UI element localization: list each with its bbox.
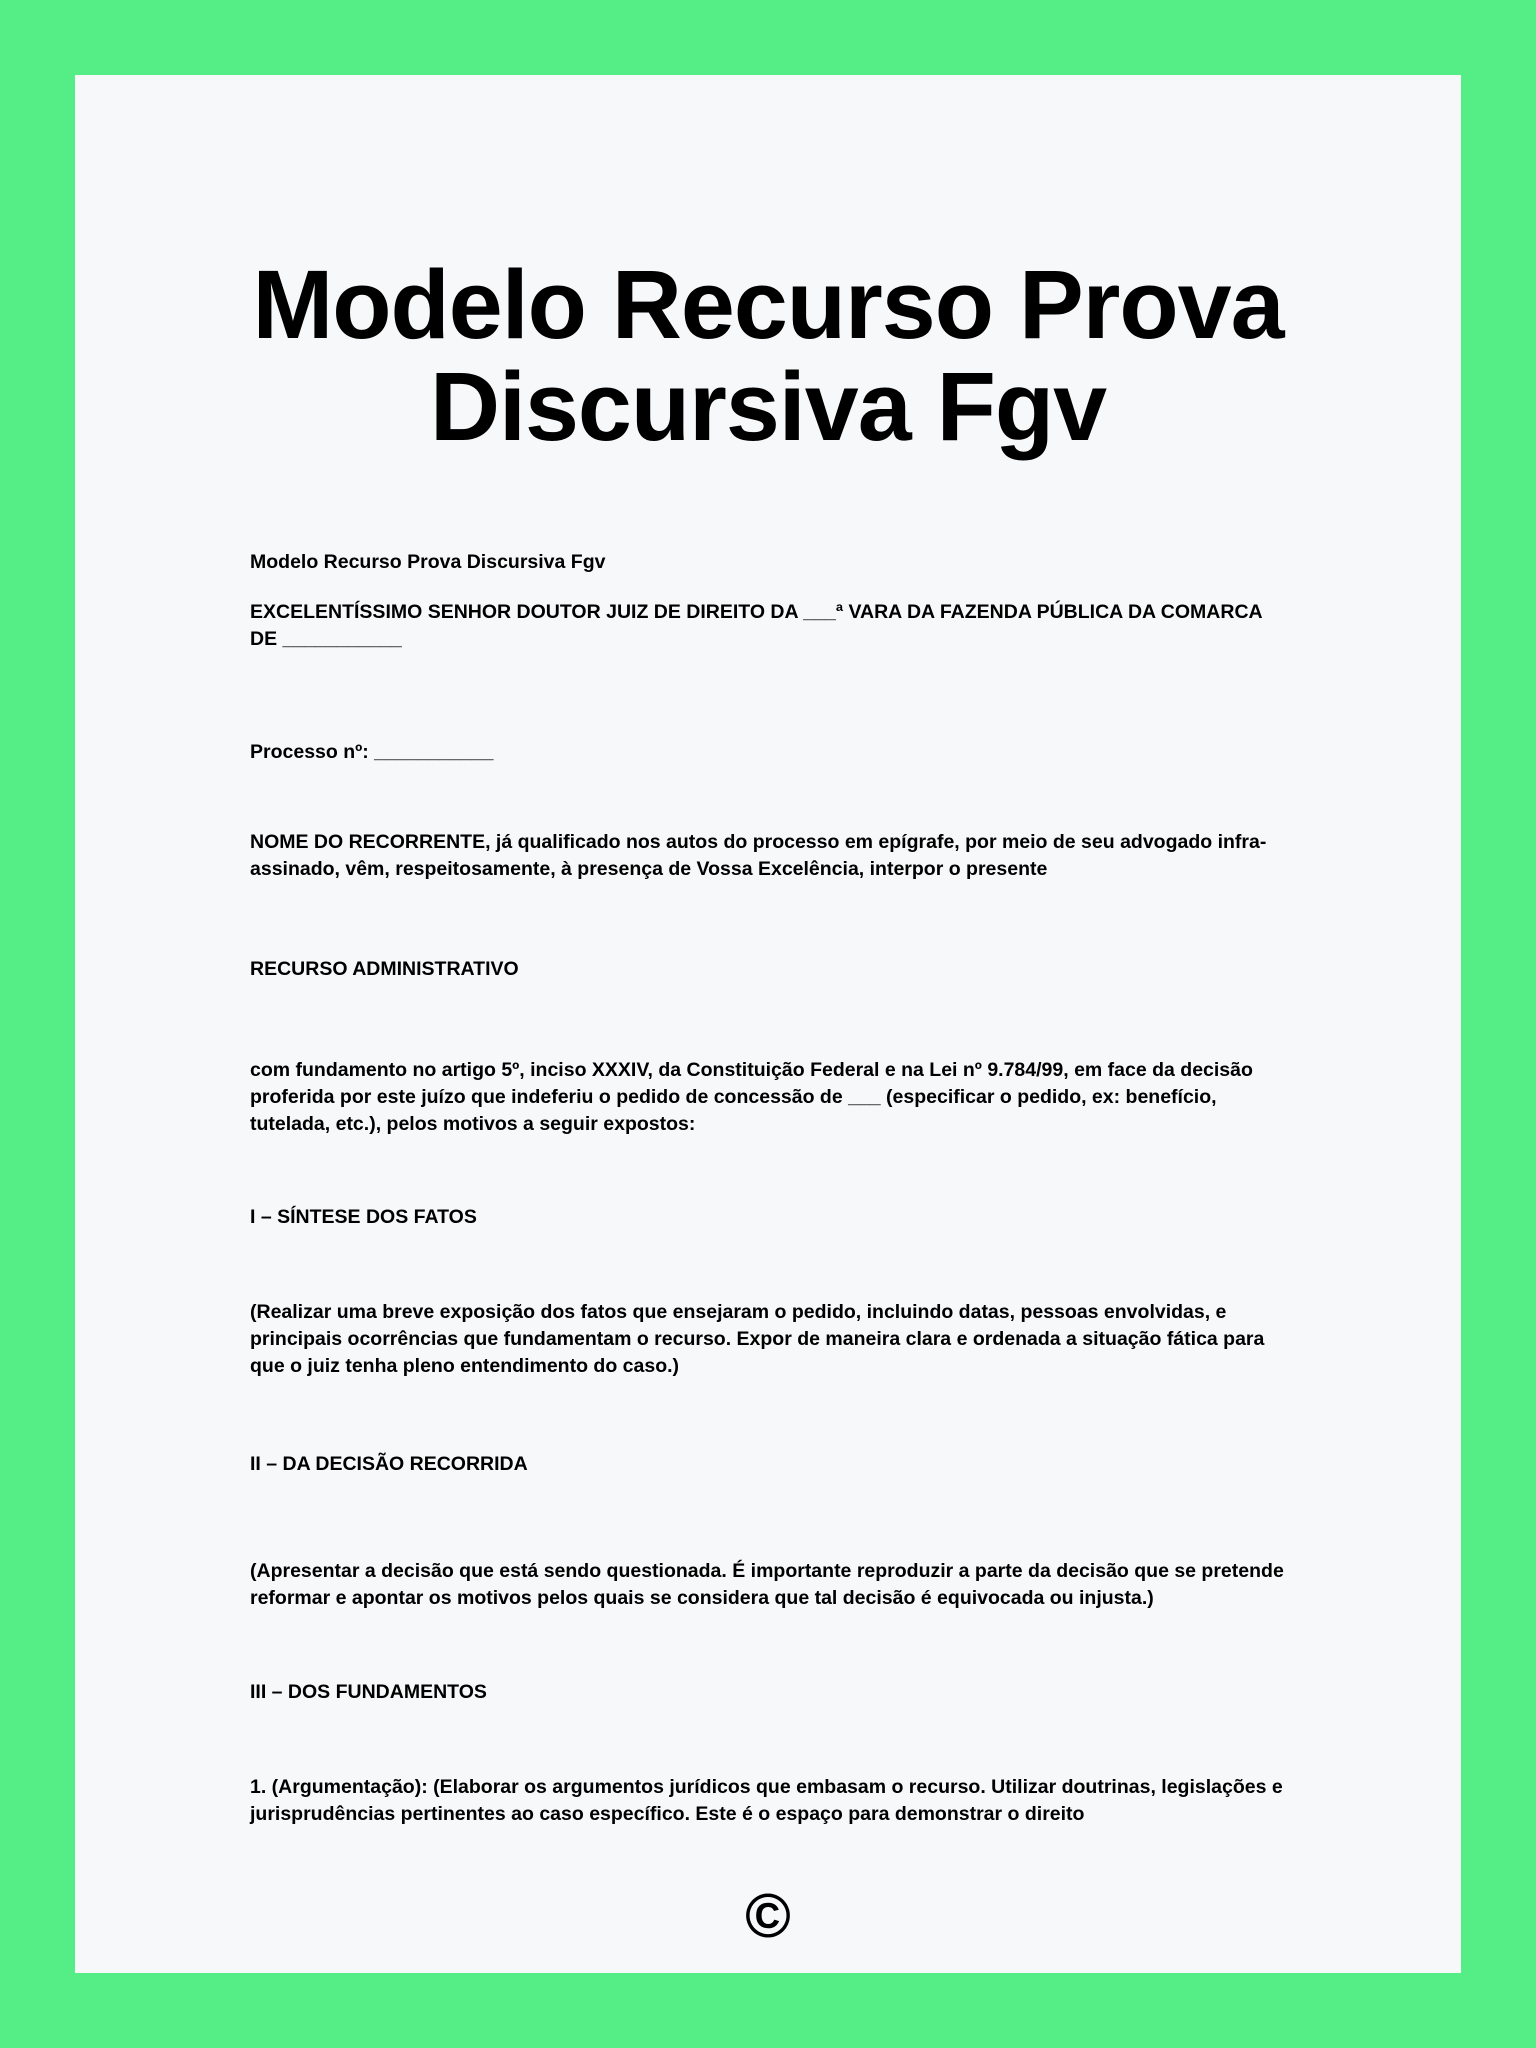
section-3-instructions: 1. (Argumentação): (Elaborar os argumentos jurídicos que embasam o recurso. Utilizar doutrinas, legislações e jurisprudências pertinentes ao caso específico. Este é o espaço para demonstrar o direito bbox=[250, 1776, 1283, 1825]
recourse-type-heading: RECURSO ADMINISTRATIVO bbox=[250, 958, 519, 980]
document-page bbox=[75, 75, 1461, 1973]
document-body bbox=[75, 549, 1461, 1828]
doc-subtitle: Modelo Recurso Prova Discursiva Fgv bbox=[250, 551, 606, 573]
section-1-heading: I – SÍNTESE DOS FATOS bbox=[250, 1206, 477, 1228]
legal-basis-paragraph: com fundamento no artigo 5º, inciso XXXIV, da Constituição Federal e na Lei nº 9.784/99, em face da decisão proferida por este juízo que indeferiu o pedido de concessão de ___ (especificar o pedido, ex: benefício, tutelada, etc.), pelos motivos a seguir expostos: bbox=[250, 1059, 1253, 1135]
section-1-instructions: (Realizar uma breve exposição dos fatos que ensejaram o pedido, incluindo datas, pessoas envolvidas, e principais ocorrências que fundamentam o recurso. Expor de maneira clara e ordenada a situação fática para que o juiz tenha pleno entendimento do caso.) bbox=[250, 1301, 1265, 1377]
process-number-line: Processo nº: ___________ bbox=[250, 741, 494, 763]
page-title: Modelo Recurso Prova Discursiva Fgv bbox=[252, 250, 1284, 461]
section-3-heading: III – DOS FUNDAMENTOS bbox=[250, 1681, 487, 1703]
section-2-instructions: (Apresentar a decisão que está sendo questionada. É importante reproduzir a parte da decisão que se pretende reformar e apontar os motivos pelos quais se considera que tal decisão é equivocada ou injusta.) bbox=[250, 1560, 1284, 1609]
copyright-icon: © bbox=[745, 1882, 791, 1951]
appellant-paragraph: NOME DO RECORRENTE, já qualificado nos autos do processo em epígrafe, por meio de seu advogado infra-assinado, vêm, respeitosamente, à presença de Vossa Excelência, interpor o presente bbox=[250, 831, 1267, 880]
section-2-heading: II – DA DECISÃO RECORRIDA bbox=[250, 1453, 528, 1475]
addressee-paragraph: EXCELENTÍSSIMO SENHOR DOUTOR JUIZ DE DIREITO DA ___ª VARA DA FAZENDA PÚBLICA DA COMARCA DE ___________ bbox=[250, 601, 1262, 650]
